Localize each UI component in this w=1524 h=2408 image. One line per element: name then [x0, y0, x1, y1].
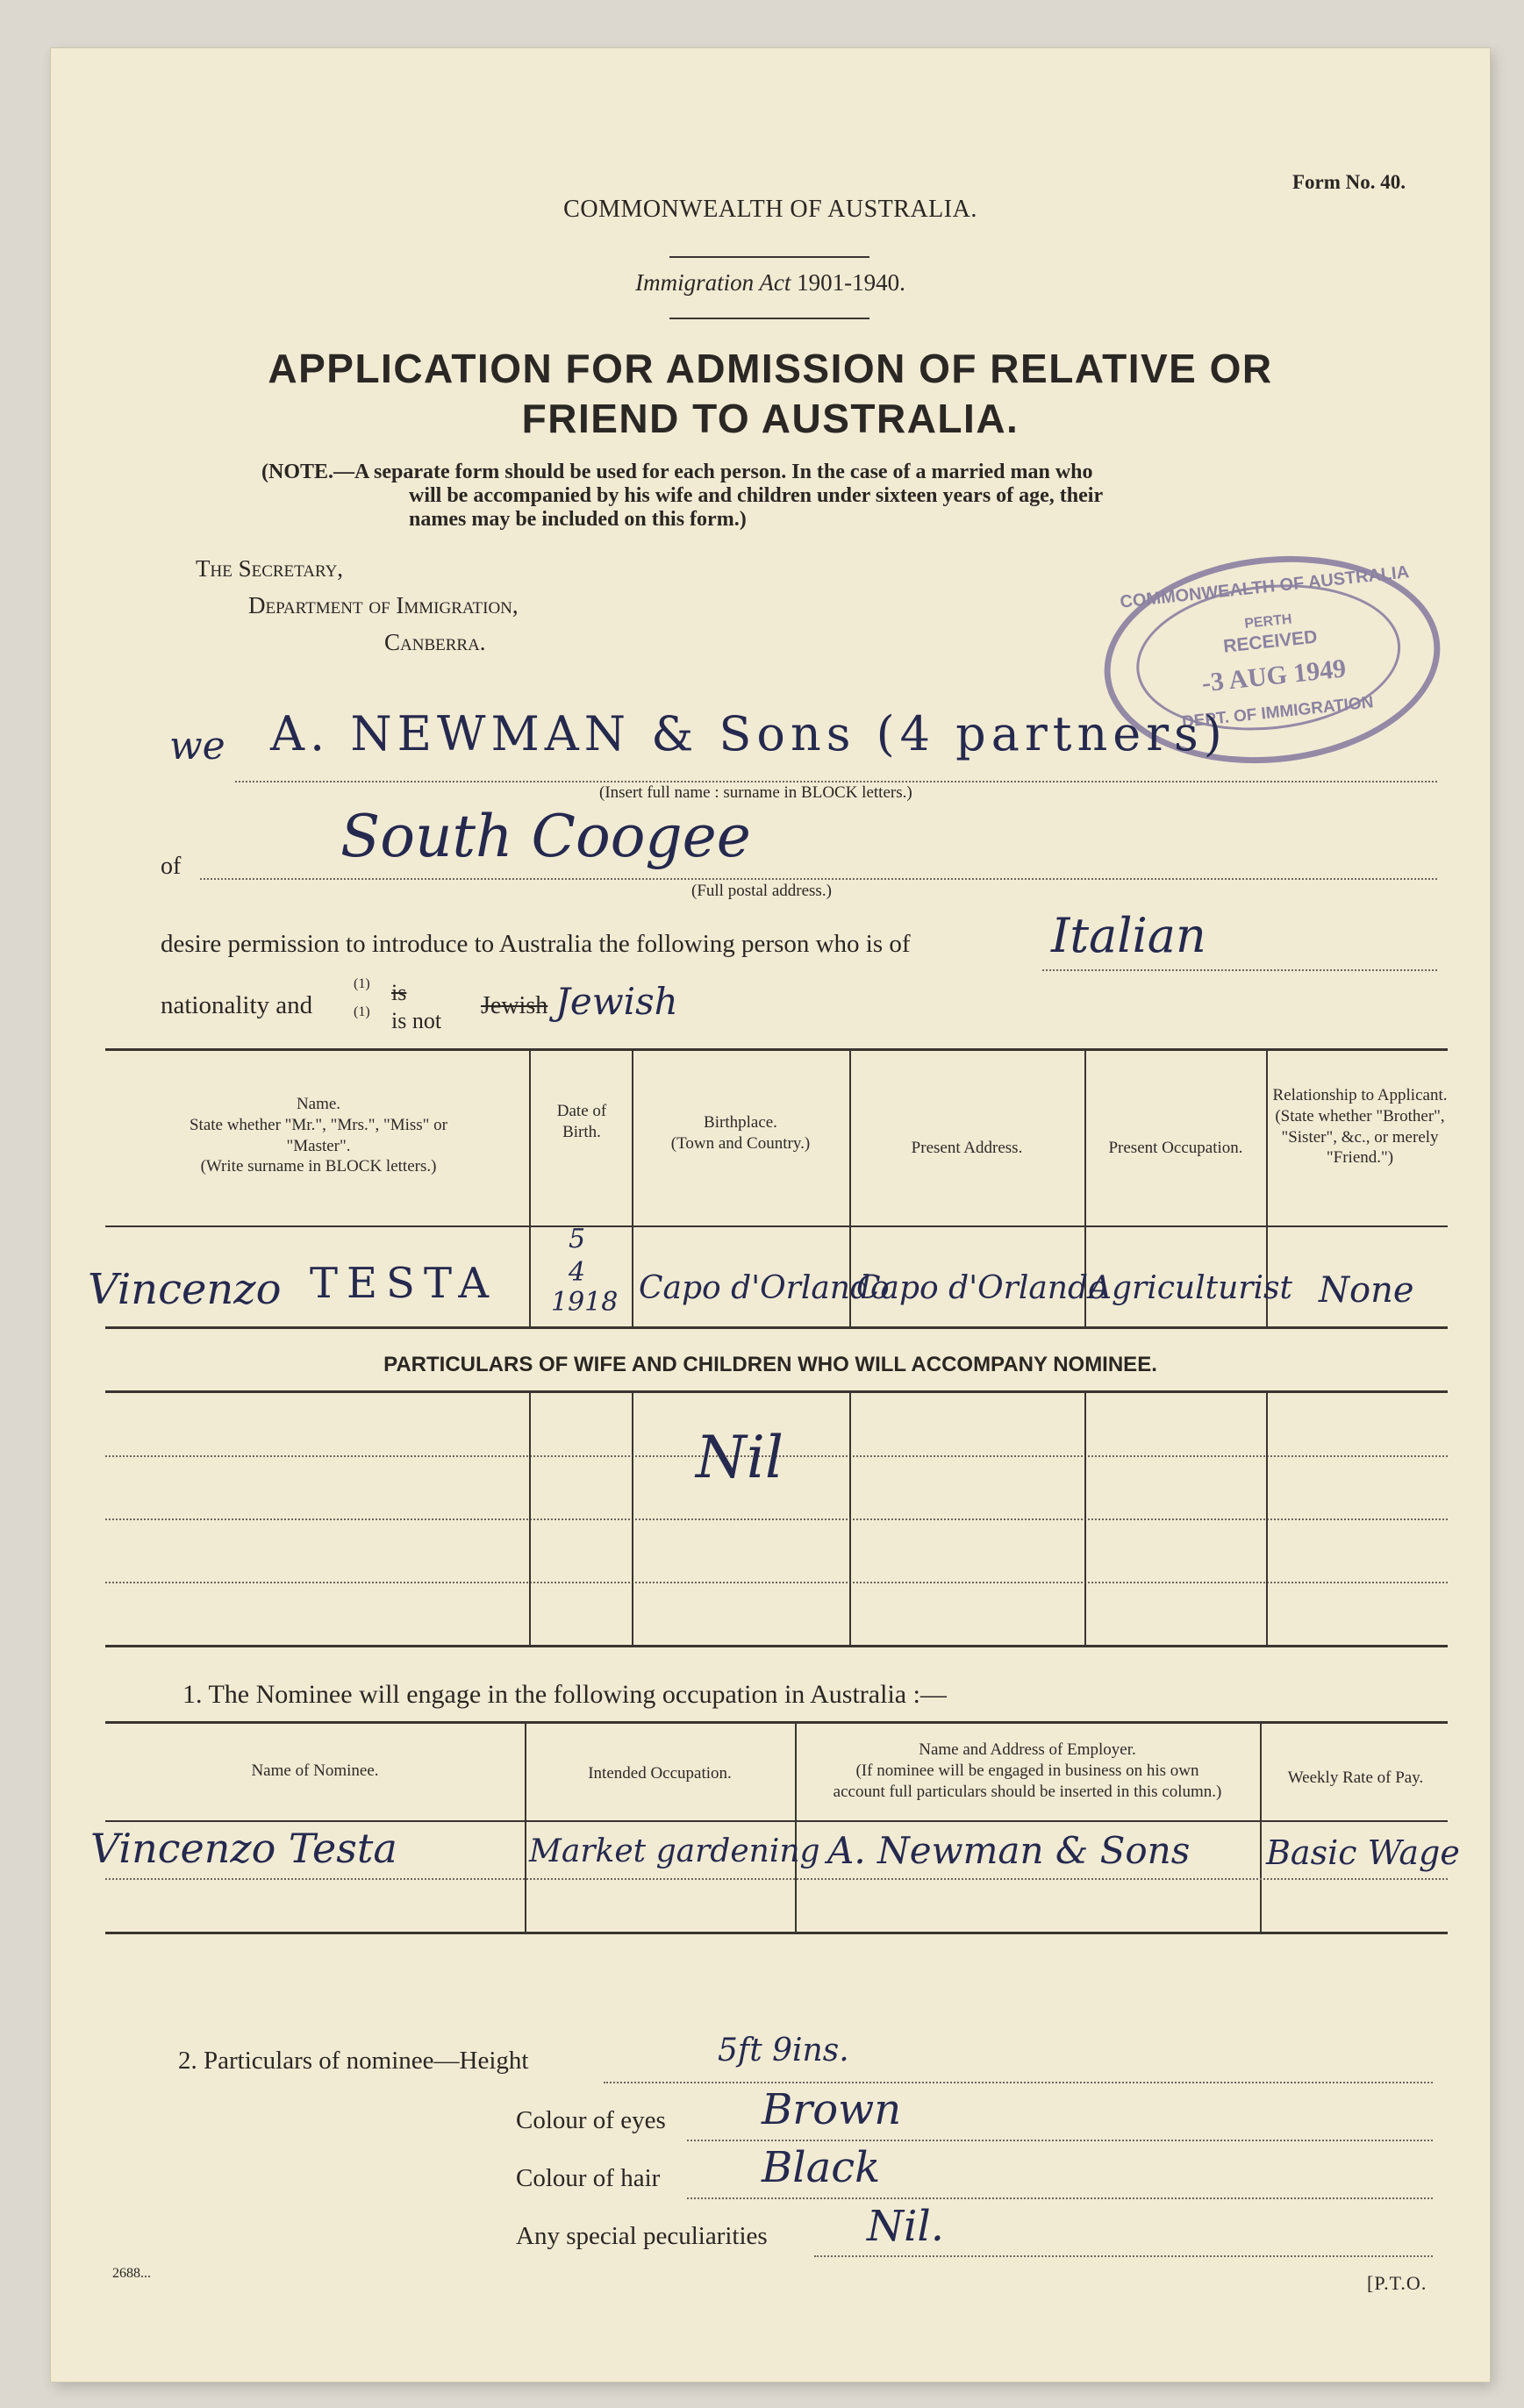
addressee-line1: The Secretary,: [196, 555, 344, 582]
col-header-birthplace-sub: (Town and Country.): [670, 1133, 811, 1153]
occupation-table-bottom: [105, 1932, 1448, 1934]
occupation-header-pay: Weekly Rate of Pay.: [1287, 1768, 1424, 1787]
col-header-relationship-sub: (State whether "Brother", "Sister", &c., or merely "Friend."): [1275, 1106, 1445, 1168]
occupation-col-1: [525, 1721, 526, 1932]
act-line: [51, 269, 1490, 297]
wife-col-4: [1084, 1390, 1086, 1645]
note-line1: (NOTE.—A separate form should be used for each person. In the case of a married man who: [261, 461, 1093, 483]
jewish-handwritten: Jewish: [555, 980, 678, 1023]
eyes-line: [687, 2140, 1433, 2141]
occupation-header-occupation: Intended Occupation.: [588, 1764, 732, 1783]
wife-col-1: [529, 1390, 531, 1645]
nominee-occupation: Agriculturist: [1089, 1270, 1292, 1306]
wife-col-3: [849, 1390, 851, 1645]
occupation-heading: 1. The Nominee will engage in the following occupation in Australia :—: [182, 1680, 947, 1709]
stamp-line3: RECEIVED: [1222, 626, 1319, 657]
act-name: Immigration Act: [635, 269, 791, 296]
col-divider-2: [632, 1048, 633, 1326]
col-header-relationship-title: Relationship to Applicant.: [1272, 1086, 1448, 1104]
occupation-col-2: [795, 1721, 797, 1932]
wife-children-entry: Nil: [696, 1424, 783, 1491]
occupation-intended: Market gardening: [529, 1833, 820, 1869]
of-label: of: [161, 853, 182, 880]
nominee-relationship: None: [1319, 1270, 1414, 1311]
nationality-label: nationality and: [161, 991, 313, 1019]
col-header-birthplace: [637, 1112, 844, 1154]
hair-value: Black: [762, 2143, 881, 2192]
header-rule-bottom: [669, 318, 869, 319]
col-header-dob: Date of Birth.: [556, 1102, 607, 1141]
occupation-header-employer: [798, 1740, 1256, 1802]
col-divider-1: [529, 1048, 531, 1326]
applicant-name-caption: (Insert full name : surname in BLOCK letters.): [599, 783, 912, 802]
special-label: Any special peculiarities: [516, 2222, 768, 2250]
commonwealth-heading: COMMONWEALTH OF AUSTRALIA.: [563, 196, 977, 223]
occupation-table-header-bottom: [105, 1820, 1448, 1822]
stamp-line4: DEPT. OF IMMIGRATION: [1181, 693, 1375, 732]
col-header-name-title: Name.: [296, 1095, 341, 1113]
form-title-line2: FRIEND TO AUSTRALIA.: [521, 396, 1020, 441]
occupation-header-employer-title: Name and Address of Employer.: [919, 1740, 1136, 1759]
hair-label: Colour of hair: [516, 2164, 661, 2192]
special-line: [814, 2255, 1433, 2257]
col-header-relationship: [1272, 1085, 1448, 1168]
col-header-occupation: Present Occupation.: [1108, 1139, 1243, 1157]
occupation-nominee-name: Vincenzo Testa: [90, 1825, 397, 1872]
particulars-height: 5ft 9ins.: [718, 2033, 849, 2069]
wife-table-bottom: [105, 1645, 1448, 1647]
wife-table-top: [105, 1390, 1448, 1393]
addressee-line3: Canberra.: [384, 629, 486, 655]
nominee-dob-day: 5: [569, 1224, 586, 1254]
col-header-name-sub3: (Write surname in BLOCK letters.): [200, 1157, 437, 1176]
col-header-birthplace-title: Birthplace.: [704, 1113, 777, 1132]
nominee-first-name: Vincenzo: [88, 1265, 282, 1314]
addressee-line2: Department of Immigration,: [248, 592, 519, 618]
desire-text: desire permission to introduce to Australia the following person who is of: [161, 930, 911, 958]
occupation-header-employer-sub1: (If nominee will be engaged in business on his own: [855, 1761, 1199, 1780]
is-option: is: [391, 980, 407, 1005]
pto-note: [P.T.O.: [1367, 2272, 1427, 2294]
eyes-label: Colour of eyes: [516, 2106, 666, 2134]
form-page: [51, 48, 1490, 2382]
nominee-table-bottom: [105, 1326, 1448, 1329]
header-rule-top: [669, 256, 869, 258]
print-code: 2688...: [112, 2266, 151, 2281]
hair-line: [687, 2197, 1433, 2199]
is-footnote-2: (1): [354, 1004, 370, 1019]
occupation-col-3: [1260, 1721, 1262, 1932]
stamp-line2: PERTH: [1243, 611, 1293, 632]
stamp-line1: COMMONWEALTH OF AUSTRALIA: [1119, 562, 1411, 612]
jewish-printed: Jewish: [481, 992, 548, 1019]
occupation-pay: Basic Wage: [1266, 1833, 1460, 1872]
nationality-value: Italian: [1051, 908, 1206, 963]
occupation-table-top: [105, 1721, 1448, 1724]
occupation-header-employer-sub2: account full particulars should be inserted in this column.): [833, 1782, 1222, 1801]
wife-children-heading: PARTICULARS OF WIFE AND CHILDREN WHO WILL ACCOMPANY NOMINEE.: [383, 1353, 1157, 1376]
wife-col-2: [632, 1390, 633, 1645]
note-line3: names may be included on this form.): [409, 508, 747, 531]
is-footnote-1: (1): [354, 976, 370, 991]
nominee-birthplace: Capo d'Orlando: [639, 1270, 890, 1306]
address-line: [200, 878, 1437, 880]
nominee-surname: TESTA: [310, 1259, 497, 1308]
nominee-dob-year: 1918: [551, 1287, 619, 1318]
occupation-entry-line: [105, 1878, 1448, 1880]
is-not-option: is not: [391, 1008, 442, 1033]
form-title-line1: APPLICATION FOR ADMISSION OF RELATIVE OR: [268, 346, 1273, 391]
wife-row-2: [105, 1518, 1448, 1520]
nominee-table-header-bottom: [105, 1225, 1448, 1227]
height-line: [604, 2082, 1433, 2083]
nationality-line: [1042, 969, 1437, 971]
col-header-address: Present Address.: [911, 1139, 1023, 1157]
col-header-name: [112, 1094, 525, 1177]
col-header-name-sub1: State whether "Mr.", "Mrs.", "Miss" or: [189, 1115, 448, 1134]
address-caption: (Full postal address.): [691, 882, 832, 900]
applicant-name-line: [235, 781, 1437, 782]
stamp-date: -3 AUG 1949: [1200, 654, 1348, 698]
col-header-name-sub2: "Master".: [286, 1136, 351, 1155]
nominee-table-top: [105, 1048, 1448, 1051]
applicant-name: A. NEWMAN & Sons (4 partners): [270, 706, 1227, 761]
note-line2: will be accompanied by his wife and children under sixteen years of age, their: [409, 484, 1104, 507]
wife-col-5: [1266, 1390, 1268, 1645]
occupation-employer: A. Newman & Sons: [827, 1829, 1191, 1872]
form-number: Form No. 40.: [1292, 171, 1406, 193]
eyes-value: Brown: [762, 2085, 902, 2134]
special-value: Nil.: [867, 2202, 944, 2251]
act-years: 1901-1940.: [797, 269, 905, 296]
nominee-dob-month: 4: [569, 1257, 586, 1288]
nominee-address: Capo d'Orlando: [856, 1270, 1107, 1306]
applicant-prefix: we: [169, 724, 225, 768]
applicant-address: South Coogee: [340, 803, 751, 870]
particulars-intro: 2. Particulars of nominee—Height: [178, 2047, 529, 2075]
wife-row-3: [105, 1582, 1448, 1583]
occupation-header-name: Name of Nominee.: [251, 1761, 379, 1780]
